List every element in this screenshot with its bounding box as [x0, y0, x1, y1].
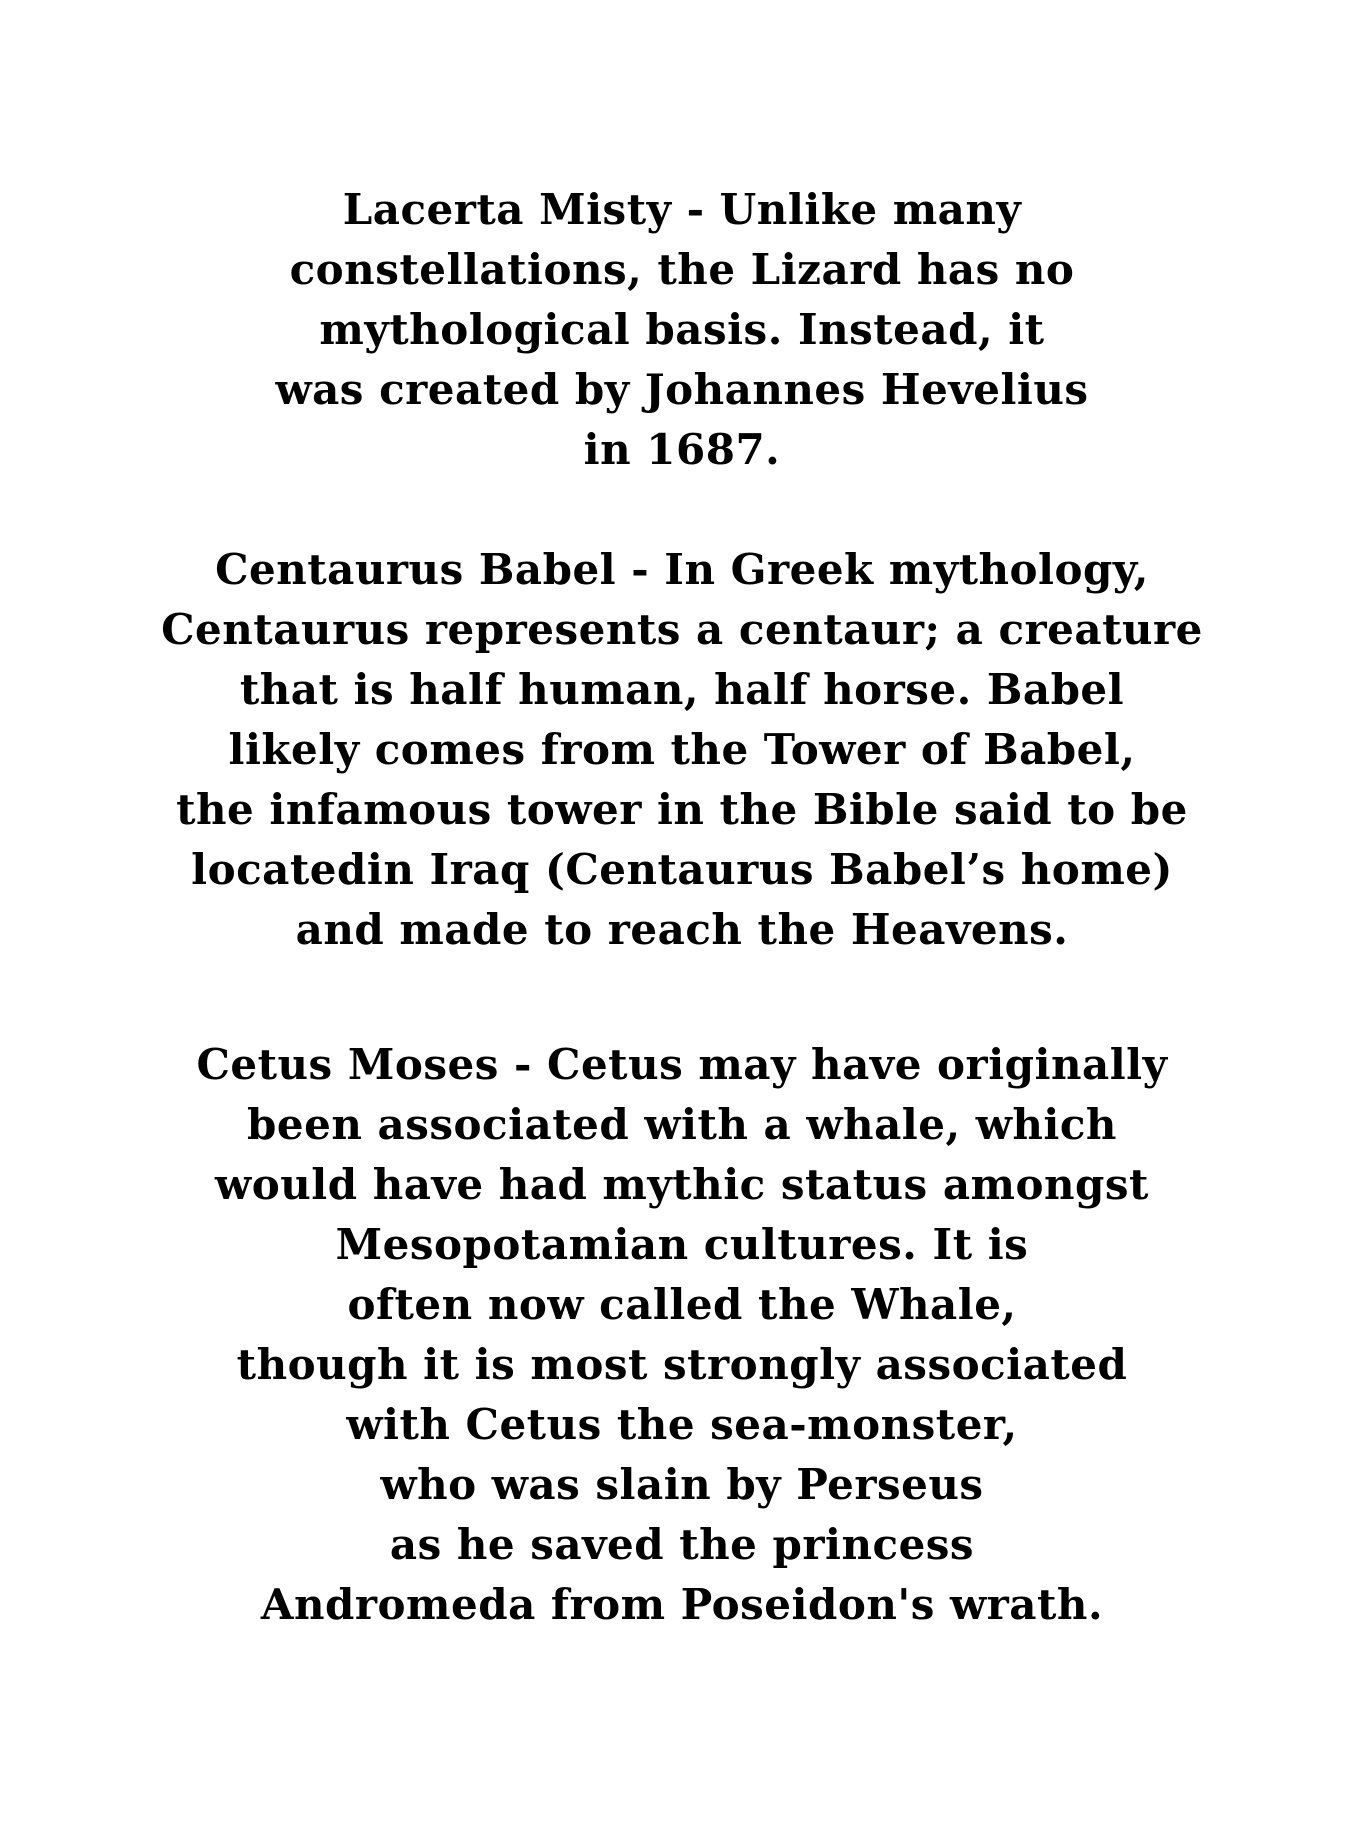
text-line: the infamous tower in the Bible said to be [176, 785, 1188, 834]
paragraph-cetus-moses [0, 1035, 1364, 1635]
text-line: with Cetus the sea-monster, [346, 1400, 1018, 1449]
text-line: likely comes from the Tower of Babel, [228, 725, 1136, 774]
text-line: Lacerta Misty - Unlike many [342, 185, 1022, 234]
text-line: that is half human, half horse. Babel [239, 665, 1125, 714]
text-line: and made to reach the Heavens. [295, 905, 1069, 954]
text-line: as he saved the princess [389, 1520, 975, 1569]
paragraph-lacerta-misty [0, 180, 1364, 480]
text-line: would have had mythic status amongst [215, 1160, 1149, 1209]
text-line: Centaurus represents a centaur; a creature [161, 605, 1203, 654]
text-line: who was slain by Perseus [380, 1460, 984, 1509]
text-line: Centaurus Babel - In Greek mythology, [215, 545, 1149, 594]
text-line: often now called the Whale, [347, 1280, 1017, 1329]
text-line: locatedin Iraq (Centaurus Babel’s home) [191, 845, 1173, 894]
text-line: though it is most strongly associated [236, 1340, 1128, 1389]
paragraph-centaurus-babel [0, 540, 1364, 960]
text-line: was created by Johannes Hevelius [275, 365, 1089, 414]
text-line: Cetus Moses - Cetus may have originally [196, 1040, 1168, 1089]
text-line: Mesopotamian cultures. It is [335, 1220, 1029, 1269]
text-line: constellations, the Lizard has no [289, 245, 1075, 294]
text-line: in 1687. [583, 425, 781, 474]
text-line: been associated with a whale, which [247, 1100, 1117, 1149]
text-line: mythological basis. Instead, it [319, 305, 1045, 354]
text-line: Andromeda from Poseidon's wrath. [260, 1580, 1104, 1629]
